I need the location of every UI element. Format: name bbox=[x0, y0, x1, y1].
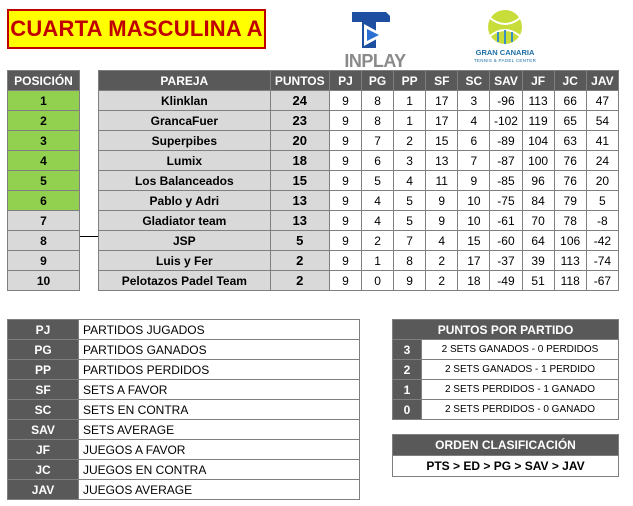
cell-jav: -8 bbox=[586, 211, 618, 231]
column-header-pp: PP bbox=[394, 71, 426, 91]
cell-sc: 6 bbox=[458, 131, 490, 151]
legend-row bbox=[8, 460, 360, 480]
cell-sav: -96 bbox=[490, 91, 522, 111]
standings-table bbox=[98, 70, 619, 291]
table-row bbox=[99, 211, 619, 231]
cell-pg: 0 bbox=[361, 271, 393, 291]
position-cell: 4 bbox=[8, 151, 80, 171]
position-cell: 7 bbox=[8, 211, 80, 231]
legend-abbr: PG bbox=[8, 340, 79, 360]
cell-sf: 17 bbox=[426, 111, 458, 131]
cell-pj: 9 bbox=[329, 191, 361, 211]
cell-jav: 47 bbox=[586, 91, 618, 111]
position-row bbox=[8, 171, 80, 191]
legend-abbr: PP bbox=[8, 360, 79, 380]
position-row bbox=[8, 271, 80, 291]
cell-pp: 1 bbox=[394, 111, 426, 131]
cell-jc: 65 bbox=[554, 111, 586, 131]
cell-sf: 9 bbox=[426, 191, 458, 211]
cell-sc: 17 bbox=[458, 251, 490, 271]
cell-sc: 10 bbox=[458, 191, 490, 211]
cell-pp: 3 bbox=[394, 151, 426, 171]
cell-jf: 113 bbox=[522, 91, 554, 111]
cell-pg: 1 bbox=[361, 251, 393, 271]
team-name: Luis y Fer bbox=[99, 251, 271, 271]
cell-pp: 4 bbox=[394, 171, 426, 191]
cell-pp: 2 bbox=[394, 131, 426, 151]
cell-sc: 4 bbox=[458, 111, 490, 131]
cell-jf: 104 bbox=[522, 131, 554, 151]
position-cell: 8 bbox=[8, 231, 80, 251]
cell-sav: -37 bbox=[490, 251, 522, 271]
position-cell: 5 bbox=[8, 171, 80, 191]
cell-pts: 13 bbox=[270, 211, 329, 231]
gran-canaria-subtitle: TENNIS & PADEL CENTER bbox=[473, 58, 537, 63]
points-value: 0 bbox=[393, 400, 422, 420]
cell-jc: 78 bbox=[554, 211, 586, 231]
legend-row bbox=[8, 380, 360, 400]
position-row bbox=[8, 91, 80, 111]
team-name: Klinklan bbox=[99, 91, 271, 111]
inplay-logo bbox=[330, 8, 420, 71]
classification-order-table bbox=[392, 434, 619, 477]
legend-abbr: SF bbox=[8, 380, 79, 400]
legend-abbr: PJ bbox=[8, 320, 79, 340]
cell-pg: 5 bbox=[361, 171, 393, 191]
team-name: Pelotazos Padel Team bbox=[99, 271, 271, 291]
position-cell: 9 bbox=[8, 251, 80, 271]
legend-row bbox=[8, 340, 360, 360]
cell-jc: 106 bbox=[554, 231, 586, 251]
points-value: 2 bbox=[393, 360, 422, 380]
cell-pg: 8 bbox=[361, 111, 393, 131]
legend-abbr: SC bbox=[8, 400, 79, 420]
cell-sf: 15 bbox=[426, 131, 458, 151]
cell-jf: 119 bbox=[522, 111, 554, 131]
points-description: 2 SETS PERDIDOS - 1 GANADO bbox=[422, 380, 619, 400]
cell-jf: 70 bbox=[522, 211, 554, 231]
cell-jc: 76 bbox=[554, 171, 586, 191]
column-header-sf: SF bbox=[426, 71, 458, 91]
column-header-sc: SC bbox=[458, 71, 490, 91]
table-row bbox=[99, 191, 619, 211]
position-row bbox=[8, 251, 80, 271]
position-row bbox=[8, 231, 80, 251]
cell-pj: 9 bbox=[329, 131, 361, 151]
points-per-match-table bbox=[392, 319, 619, 420]
table-row bbox=[99, 271, 619, 291]
table-row bbox=[99, 131, 619, 151]
position-row bbox=[8, 191, 80, 211]
classification-order-title: ORDEN CLASIFICACIÓN bbox=[393, 435, 619, 456]
cell-pts: 15 bbox=[270, 171, 329, 191]
cell-sc: 9 bbox=[458, 171, 490, 191]
cell-sav: -87 bbox=[490, 151, 522, 171]
cell-sav: -60 bbox=[490, 231, 522, 251]
column-header-puntos: PUNTOS bbox=[270, 71, 329, 91]
page-title: CUARTA MASCULINA A bbox=[7, 9, 266, 49]
cell-pp: 7 bbox=[394, 231, 426, 251]
column-header-jc: JC bbox=[554, 71, 586, 91]
column-header-jf: JF bbox=[522, 71, 554, 91]
cell-pg: 7 bbox=[361, 131, 393, 151]
position-header: POSICIÓN bbox=[8, 71, 80, 91]
cell-pg: 4 bbox=[361, 191, 393, 211]
cell-jc: 76 bbox=[554, 151, 586, 171]
column-header-jav: JAV bbox=[586, 71, 618, 91]
cell-jav: 5 bbox=[586, 191, 618, 211]
cell-pj: 9 bbox=[329, 271, 361, 291]
legend-description: PARTIDOS JUGADOS bbox=[79, 320, 360, 340]
cell-jav: 20 bbox=[586, 171, 618, 191]
points-row bbox=[393, 400, 619, 420]
cell-jav: -42 bbox=[586, 231, 618, 251]
cell-pts: 2 bbox=[270, 251, 329, 271]
cell-pg: 4 bbox=[361, 211, 393, 231]
team-name: JSP bbox=[99, 231, 271, 251]
legend-description: JUEGOS AVERAGE bbox=[79, 480, 360, 500]
legend-description: PARTIDOS PERDIDOS bbox=[79, 360, 360, 380]
cell-jf: 51 bbox=[522, 271, 554, 291]
points-row bbox=[393, 340, 619, 360]
team-name: Superpibes bbox=[99, 131, 271, 151]
cell-pj: 9 bbox=[329, 151, 361, 171]
points-per-match-title: PUNTOS POR PARTIDO bbox=[393, 320, 619, 340]
cell-sav: -85 bbox=[490, 171, 522, 191]
points-description: 2 SETS GANADOS - 1 PERDIDO bbox=[422, 360, 619, 380]
legend-row bbox=[8, 360, 360, 380]
cell-jf: 39 bbox=[522, 251, 554, 271]
legend-row bbox=[8, 320, 360, 340]
cell-sf: 9 bbox=[426, 211, 458, 231]
cell-sav: -49 bbox=[490, 271, 522, 291]
position-table bbox=[7, 70, 80, 291]
cell-sav: -75 bbox=[490, 191, 522, 211]
inplay-wordmark: INPLAY bbox=[344, 51, 406, 71]
team-name: GrancaFuer bbox=[99, 111, 271, 131]
points-value: 1 bbox=[393, 380, 422, 400]
cell-sf: 2 bbox=[426, 251, 458, 271]
cell-pp: 8 bbox=[394, 251, 426, 271]
legend-description: PARTIDOS GANADOS bbox=[79, 340, 360, 360]
cell-pg: 2 bbox=[361, 231, 393, 251]
legend-row bbox=[8, 440, 360, 460]
legend-abbr: SAV bbox=[8, 420, 79, 440]
cell-pp: 5 bbox=[394, 191, 426, 211]
team-name: Pablo y Adri bbox=[99, 191, 271, 211]
column-header-pareja: PAREJA bbox=[99, 71, 271, 91]
cell-sav: -61 bbox=[490, 211, 522, 231]
cell-pj: 9 bbox=[329, 211, 361, 231]
column-header-pg: PG bbox=[361, 71, 393, 91]
tennis-ball-icon bbox=[460, 8, 550, 48]
cell-pts: 20 bbox=[270, 131, 329, 151]
team-name: Gladiator team bbox=[99, 211, 271, 231]
inplay-play-icon bbox=[330, 8, 420, 52]
cell-sc: 15 bbox=[458, 231, 490, 251]
legend-description: SETS AVERAGE bbox=[79, 420, 360, 440]
cell-pp: 5 bbox=[394, 211, 426, 231]
points-value: 3 bbox=[393, 340, 422, 360]
legend-row bbox=[8, 420, 360, 440]
cell-pj: 9 bbox=[329, 111, 361, 131]
position-cell: 3 bbox=[8, 131, 80, 151]
cell-jav: 41 bbox=[586, 131, 618, 151]
cell-sf: 13 bbox=[426, 151, 458, 171]
cell-jav: 54 bbox=[586, 111, 618, 131]
cell-jc: 63 bbox=[554, 131, 586, 151]
team-name: Los Balanceados bbox=[99, 171, 271, 191]
table-row bbox=[99, 111, 619, 131]
cell-pg: 6 bbox=[361, 151, 393, 171]
cell-jc: 118 bbox=[554, 271, 586, 291]
cell-sf: 4 bbox=[426, 231, 458, 251]
position-cell: 10 bbox=[8, 271, 80, 291]
legend-description: SETS A FAVOR bbox=[79, 380, 360, 400]
position-cell: 1 bbox=[8, 91, 80, 111]
legend-abbr: JC bbox=[8, 460, 79, 480]
cell-pts: 2 bbox=[270, 271, 329, 291]
cell-jav: -74 bbox=[586, 251, 618, 271]
position-row bbox=[8, 151, 80, 171]
cell-pp: 1 bbox=[394, 91, 426, 111]
position-row bbox=[8, 131, 80, 151]
cell-sc: 7 bbox=[458, 151, 490, 171]
cell-sav: -102 bbox=[490, 111, 522, 131]
cell-jc: 113 bbox=[554, 251, 586, 271]
team-name: Lumix bbox=[99, 151, 271, 171]
divider-line bbox=[80, 236, 98, 237]
cell-pts: 23 bbox=[270, 111, 329, 131]
legend-row bbox=[8, 480, 360, 500]
cell-sf: 11 bbox=[426, 171, 458, 191]
table-row bbox=[99, 91, 619, 111]
cell-jav: 24 bbox=[586, 151, 618, 171]
table-row bbox=[99, 171, 619, 191]
gran-canaria-logo bbox=[460, 8, 550, 68]
cell-jf: 100 bbox=[522, 151, 554, 171]
points-row bbox=[393, 360, 619, 380]
cell-pts: 18 bbox=[270, 151, 329, 171]
cell-sf: 2 bbox=[426, 271, 458, 291]
cell-jav: -67 bbox=[586, 271, 618, 291]
position-cell: 2 bbox=[8, 111, 80, 131]
column-header-sav: SAV bbox=[490, 71, 522, 91]
position-cell: 6 bbox=[8, 191, 80, 211]
cell-sav: -89 bbox=[490, 131, 522, 151]
cell-pp: 9 bbox=[394, 271, 426, 291]
cell-pts: 13 bbox=[270, 191, 329, 211]
cell-sc: 18 bbox=[458, 271, 490, 291]
cell-jc: 66 bbox=[554, 91, 586, 111]
position-row bbox=[8, 211, 80, 231]
cell-sc: 10 bbox=[458, 211, 490, 231]
cell-pj: 9 bbox=[329, 171, 361, 191]
cell-jc: 79 bbox=[554, 191, 586, 211]
classification-order-rule: PTS > ED > PG > SAV > JAV bbox=[393, 456, 619, 477]
cell-pts: 5 bbox=[270, 231, 329, 251]
table-row bbox=[99, 251, 619, 271]
cell-sf: 17 bbox=[426, 91, 458, 111]
table-row bbox=[99, 231, 619, 251]
abbreviations-legend bbox=[7, 319, 360, 500]
cell-sc: 3 bbox=[458, 91, 490, 111]
legend-abbr: JAV bbox=[8, 480, 79, 500]
table-row bbox=[99, 151, 619, 171]
legend-description: JUEGOS EN CONTRA bbox=[79, 460, 360, 480]
cell-pts: 24 bbox=[270, 91, 329, 111]
legend-description: SETS EN CONTRA bbox=[79, 400, 360, 420]
column-header-pj: PJ bbox=[329, 71, 361, 91]
cell-jf: 64 bbox=[522, 231, 554, 251]
cell-pj: 9 bbox=[329, 91, 361, 111]
points-row bbox=[393, 380, 619, 400]
points-description: 2 SETS GANADOS - 0 PERDIDOS bbox=[422, 340, 619, 360]
cell-pj: 9 bbox=[329, 231, 361, 251]
cell-jf: 96 bbox=[522, 171, 554, 191]
legend-description: JUEGOS A FAVOR bbox=[79, 440, 360, 460]
position-row bbox=[8, 111, 80, 131]
legend-row bbox=[8, 400, 360, 420]
points-description: 2 SETS PERDIDOS - 0 GANADO bbox=[422, 400, 619, 420]
legend-abbr: JF bbox=[8, 440, 79, 460]
gran-canaria-wordmark: GRAN CANARIA bbox=[475, 48, 535, 57]
cell-pg: 8 bbox=[361, 91, 393, 111]
cell-pj: 9 bbox=[329, 251, 361, 271]
standings-header-row bbox=[99, 71, 619, 91]
cell-jf: 84 bbox=[522, 191, 554, 211]
